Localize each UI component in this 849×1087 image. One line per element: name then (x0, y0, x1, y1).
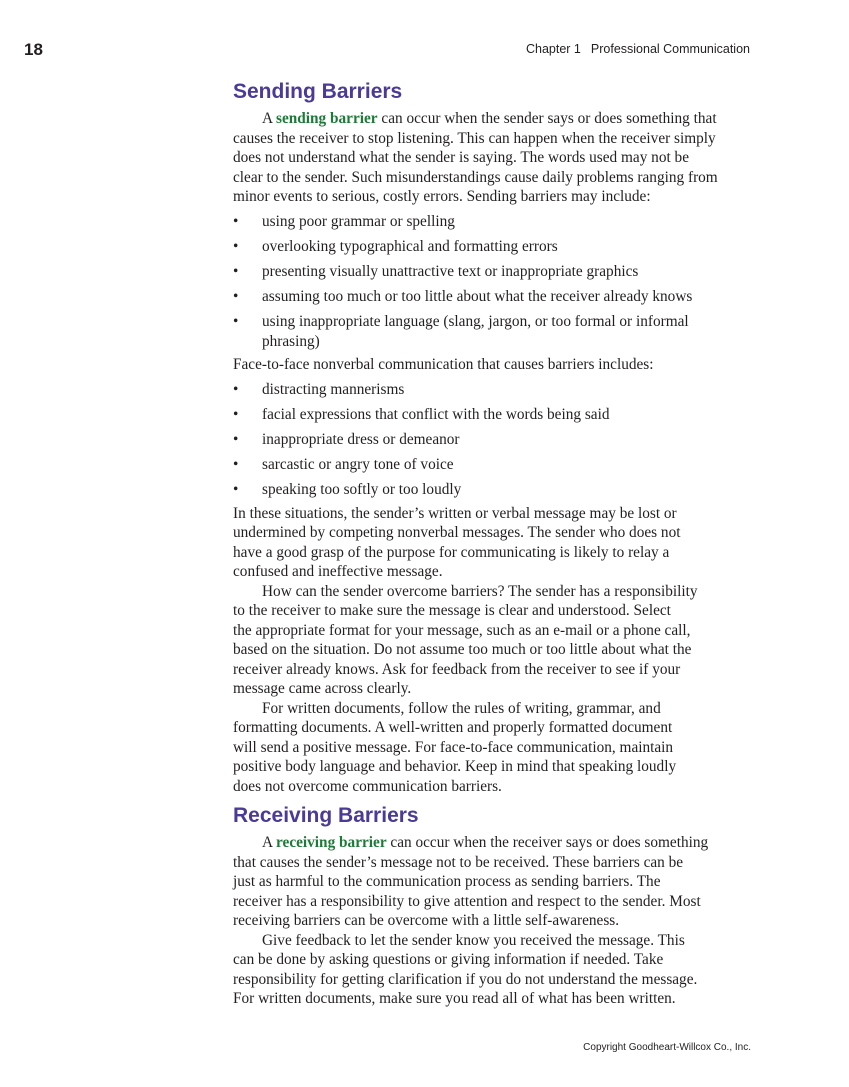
paragraph-line: based on the situation. Do not assume too much or too little about what the (233, 641, 692, 658)
line-text: can occur when the receiver says or does something (386, 834, 709, 851)
list-item-text: using poor grammar or spelling (262, 213, 455, 230)
page-number: 18 (24, 40, 43, 59)
paragraph-line: clear to the sender. Such misunderstandings cause daily problems ranging from (233, 168, 718, 186)
paragraph-line: will send a positive message. For face-to-face communication, maintain (233, 738, 674, 756)
list-item (233, 455, 753, 475)
list-item-text: phrasing) (262, 332, 320, 350)
bullet-list (233, 212, 753, 351)
paragraph-line: receiver already knows. Ask for feedback from the receiver to see if your (233, 660, 681, 678)
paragraph-line: the appropriate format for your message, such as an e-mail or a phone call, (233, 621, 691, 639)
paragraph-line: For written documents, follow the rules of writing, grammar, and (262, 699, 661, 717)
key-term: receiving barrier (276, 834, 387, 851)
bullet-icon: • (233, 263, 239, 280)
key-term: sending barrier (276, 110, 378, 127)
bullet-icon: • (233, 313, 239, 330)
chapter-title: Professional Communication (590, 42, 750, 56)
lead-text: A (262, 834, 277, 851)
list-item (233, 237, 753, 257)
paragraph-line: formatting documents. A well-written and properly formatted document (233, 719, 673, 736)
lead-text: A (262, 110, 277, 127)
paragraph (233, 109, 753, 207)
bullet-icon: • (233, 238, 239, 255)
bullet-icon: • (233, 381, 239, 398)
paragraph-line: positive body language and behavior. Keep in mind that speaking loudly (233, 758, 677, 775)
list-item (233, 380, 753, 400)
paragraph-line (233, 109, 753, 129)
paragraph-line: undermined by competing nonverbal messages. The sender who does not (233, 524, 681, 541)
list-item (233, 212, 753, 232)
list-item-text: facial expressions that conflict with the words being said (262, 406, 610, 423)
running-head (526, 42, 750, 56)
paragraph-line: confused and ineffective message. (233, 563, 443, 580)
paragraph-line: For written documents, make sure you read all of what has been written. (233, 990, 676, 1007)
list-item-text: speaking too softly or too loudly (262, 481, 462, 498)
bullet-icon: • (233, 456, 239, 473)
list-item-text: sarcastic or angry tone of voice (262, 456, 454, 473)
paragraph-line: In these situations, the sender’s written or verbal message may be lost or (233, 504, 677, 522)
bullet-icon: • (233, 213, 239, 230)
paragraph (233, 582, 753, 699)
paragraph-line: Face-to-face nonverbal communication that causes barriers includes: (233, 356, 654, 373)
paragraph-line: does not overcome communication barriers. (233, 777, 502, 795)
paragraph-line: can be done by asking questions or giving information if needed. Take (233, 951, 664, 968)
list-item-text: inappropriate dress or demeanor (262, 431, 460, 448)
paragraph-line: have a good grasp of the purpose for communicating is likely to relay a (233, 543, 670, 561)
bullet-list (233, 380, 753, 500)
list-item (233, 405, 753, 425)
section-heading: Receiving Barriers (233, 804, 419, 827)
list-item (233, 312, 753, 351)
line-text: can occur when the sender says or does something that (377, 110, 717, 127)
list-item (233, 287, 753, 307)
copyright-notice: Copyright Goodheart-Willcox Co., Inc. (583, 1042, 751, 1053)
chapter-label: Chapter 1 (525, 42, 581, 56)
paragraph-line: receiving barriers can be overcome with a little self-awareness. (233, 912, 620, 929)
bullet-icon: • (233, 481, 239, 498)
paragraph-line: causes the receiver to stop listening. This can happen when the receiver simply (233, 129, 716, 147)
list-item-text: using inappropriate language (slang, jargon, or too formal or informal (262, 313, 689, 330)
paragraph-line: receiver has a responsibility to give attention and respect to the sender. Most (233, 892, 701, 910)
paragraph-line: does not understand what the sender is saying. The words used may not be (233, 149, 689, 166)
list-item (233, 430, 753, 450)
list-item-text: overlooking typographical and formatting errors (262, 238, 558, 255)
paragraph-line: Give feedback to let the sender know you received the message. This (262, 931, 685, 949)
paragraph-line: responsibility for getting clarification if you do not understand the message. (233, 970, 698, 988)
list-item-text: presenting visually unattractive text or inappropriate graphics (262, 263, 639, 280)
list-item-text: distracting mannerisms (262, 381, 405, 398)
bullet-icon: • (233, 288, 239, 305)
list-item (233, 480, 753, 500)
paragraph-line: message came across clearly. (233, 680, 412, 697)
list-item-text: assuming too much or too little about what the receiver already knows (262, 288, 693, 305)
page-body (233, 78, 753, 1009)
paragraph-line: to the receiver to make sure the message is clear and understood. Select (233, 602, 671, 619)
bullet-icon: • (233, 406, 239, 423)
paragraph-line: that causes the sender’s message not to be received. These barriers can be (233, 853, 684, 871)
paragraph-line (233, 833, 753, 853)
list-item (233, 262, 753, 282)
paragraph (233, 699, 753, 797)
paragraph (233, 504, 753, 582)
paragraph-line: How can the sender overcome barriers? The sender has a responsibility (262, 582, 698, 600)
section-heading: Sending Barriers (233, 80, 403, 103)
paragraph-line: just as harmful to the communication process as sending barriers. The (233, 873, 661, 890)
paragraph-line: minor events to serious, costly errors. Sending barriers may include: (233, 188, 651, 205)
paragraph (233, 355, 753, 375)
bullet-icon: • (233, 431, 239, 448)
paragraph (233, 833, 753, 931)
paragraph (233, 931, 753, 1009)
